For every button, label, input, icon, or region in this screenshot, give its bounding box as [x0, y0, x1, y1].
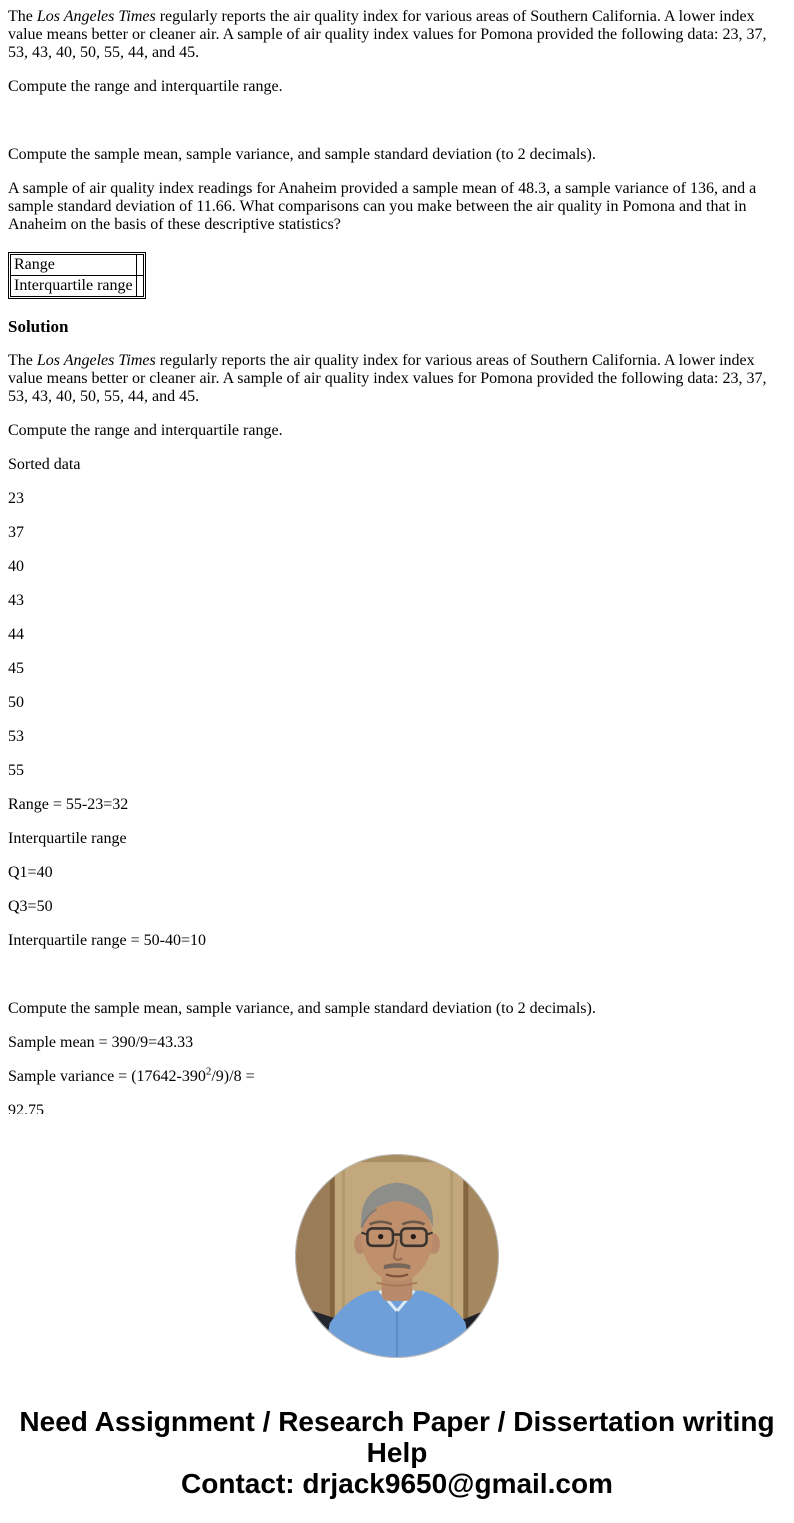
photo-section: [0, 1154, 794, 1358]
sorted-value: 44: [8, 626, 24, 643]
table-row: [11, 276, 144, 297]
sorted-value: 53: [8, 728, 24, 745]
footer-help-text: Need Assignment / Research Paper / Dissertation writing Help: [19, 1406, 775, 1468]
problem-intro-rest: regularly reports the air quality index for various areas of Southern California. A lower index value means better or cleaner air. A sample of air quality index values for Pomona provided the following data: 23, 37, 53, 43, 40, 50, 55, 44, and 45.: [8, 8, 767, 61]
sample-variance-expression: [8, 1065, 786, 1086]
iqr-answer-label: Interquartile range: [11, 276, 137, 297]
answer-table: [8, 252, 146, 299]
range-answer-label: Range: [11, 255, 137, 276]
range-answer-input[interactable]: [136, 255, 143, 276]
sorted-data-label: Sorted data: [8, 456, 81, 473]
iqr-result: Interquartile range = 50-40=10: [8, 932, 206, 949]
problem-intro-repeat: [8, 352, 786, 406]
iqr-label: Interquartile range: [8, 830, 127, 847]
publication-name: Los Angeles Times: [36, 352, 156, 369]
range-result: Range = 55-23=32: [8, 796, 129, 813]
tutor-portrait-illustration: [295, 1154, 499, 1358]
sample-variance-value: 92.75: [8, 1102, 44, 1114]
sorted-value: 40: [8, 558, 24, 575]
problem-intro: [8, 8, 786, 62]
sorted-value: 43: [8, 592, 24, 609]
question-mean-variance: Compute the sample mean, sample variance, and sample standard deviation (to 2 decimals).: [8, 146, 596, 163]
sample-mean-result: Sample mean = 390/9=43.33: [8, 1034, 194, 1051]
footer: [12, 1406, 782, 1499]
spacer: [8, 112, 786, 130]
spacer: [8, 966, 786, 984]
q1-value: Q1=40: [8, 864, 53, 881]
sorted-value: 37: [8, 524, 24, 541]
variance-expression-suffix: /9)/8 =: [211, 1068, 255, 1085]
question-range-repeat: Compute the range and interquartile range.: [8, 422, 283, 439]
question-mean-variance-repeat: Compute the sample mean, sample variance, and sample standard deviation (to 2 decimals).: [8, 1000, 596, 1017]
problem-intro-prefix: The: [8, 352, 37, 369]
table-row: [11, 255, 144, 276]
variance-expression-prefix: Sample variance = (17642-390: [8, 1068, 206, 1085]
footer-contact: Contact: drjack9650@gmail.com: [181, 1468, 613, 1499]
solution-heading: Solution: [8, 317, 69, 336]
tutor-photo: [295, 1154, 499, 1358]
sorted-value: 55: [8, 762, 24, 779]
problem-intro-rest: regularly reports the air quality index for various areas of Southern California. A lower index value means better or cleaner air. A sample of air quality index values for Pomona provided the following data: 23, 37, 53, 43, 40, 50, 55, 44, and 45.: [8, 352, 767, 405]
sorted-value: 45: [8, 660, 24, 677]
iqr-answer-input[interactable]: [136, 276, 143, 297]
question-anaheim-comparison: A sample of air quality index readings for Anaheim provided a sample mean of 48.3, a sample variance of 136, and a sample standard deviation of 11.66. What comparisons can you make between the air quality in Pomona and that in Anaheim on the basis of these descriptive statistics?: [8, 180, 757, 233]
sorted-value: 23: [8, 490, 24, 507]
variance-exponent: 2: [205, 1065, 212, 1078]
question-range: Compute the range and interquartile range.: [8, 78, 283, 95]
q3-value: Q3=50: [8, 898, 53, 915]
publication-name: Los Angeles Times: [36, 8, 156, 25]
problem-intro-prefix: The: [8, 8, 37, 25]
sorted-value: 50: [8, 694, 24, 711]
